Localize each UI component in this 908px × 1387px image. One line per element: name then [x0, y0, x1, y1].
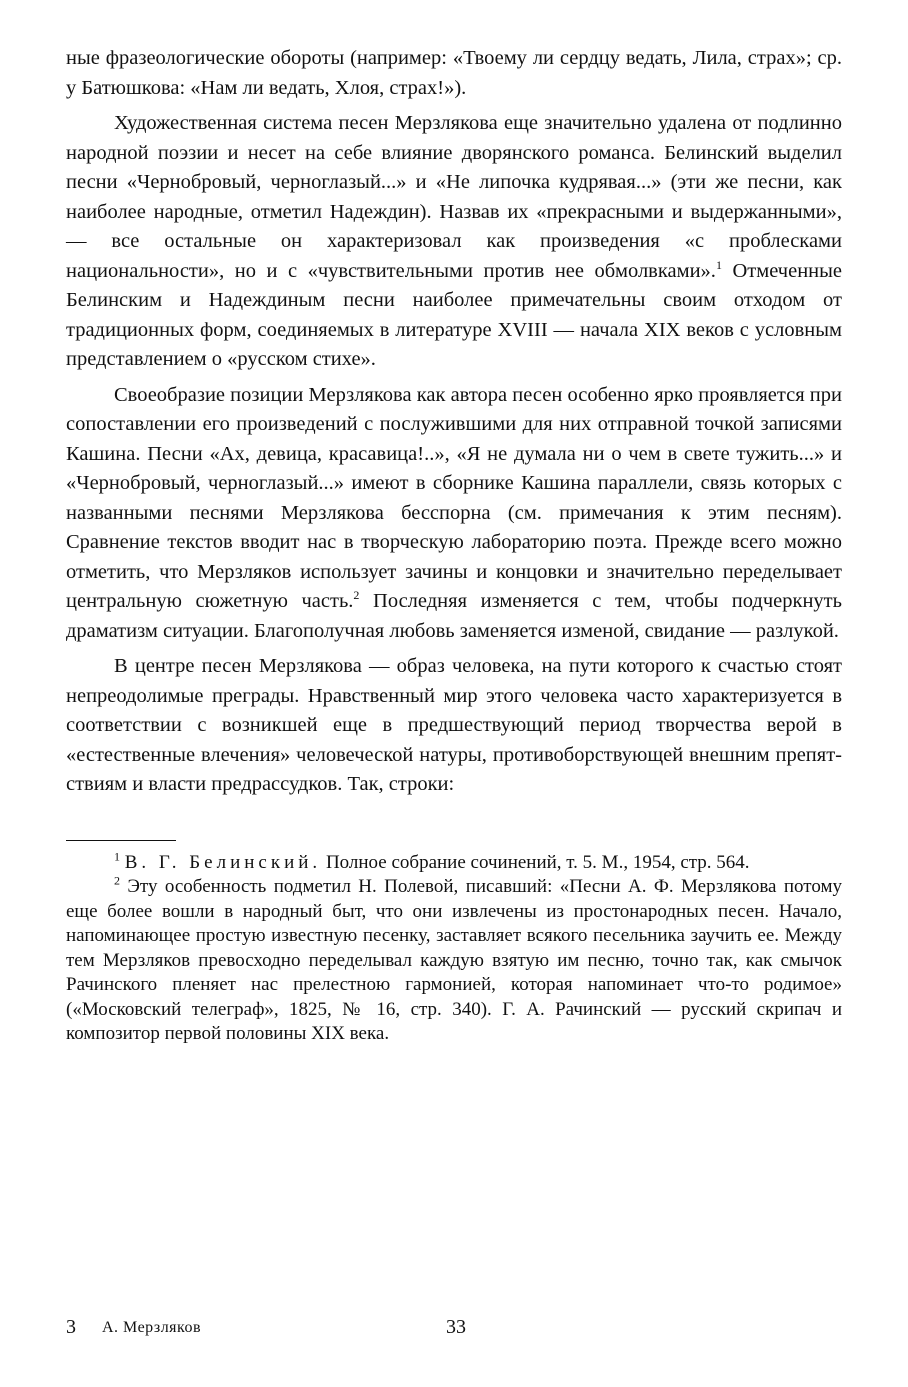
- paragraph-1-text: ные фразеологические обороты (например: «Твоему ли сердцу ведать, Лила, страх»; ср. у Батюшкова: «Нам ли ведать, Хлоя, страх!»).: [66, 47, 842, 99]
- footnote-divider: [66, 840, 176, 841]
- paragraph-3-text-a: Своеобразие позиции Мерзлякова как автора песен особенно ярко проявляется при сопоставлении его произведений с послужившими для них отправной точкой записями Кашина. Песни «Ах, девица, красавица!..», «Я не думала ни о чем в свете тужить...» и «Чернобровый, черноглазый...» имеют в сборнике Кашина параллели, связь которых с названными песнями Мерзлякова бесспорна (см. примечания к этим песням). Сравнение текстов вводит нас в творческую лабораторию поэта. Прежде всего можно отметить, что Мерзляков использует зачины и концовки и значительно переделывает центральную сюжетную часть.: [66, 383, 842, 612]
- footnote-ref-2[interactable]: 2: [353, 588, 360, 603]
- footnote-1: [66, 851, 842, 876]
- paragraph-4-text: В центре песен Мерзлякова — образ человека, на пути которого к счастью стоят непреодолимые преграды. Нравственный мир этого человека часто характеризуется в соответствии с возникшей еще в предшествующий период творчества верой в «естественные влечения» человеческой натуры, противоборствующей внешним препятствиям и власти предрассудков. Так, строки:: [66, 655, 842, 795]
- paragraph-2-text-b: Отмеченные Белинским и Надеждиным песни наиболее примечательны своим отходом от традиционных форм, соединяемых в литературе XVIII — начала XIX веков с условным представлением о «русском стихе».: [66, 259, 843, 370]
- paragraph-3: [66, 381, 842, 647]
- signature-name: А. Мерзляков: [102, 1319, 202, 1336]
- paragraph-4: [66, 652, 842, 800]
- page-footer: [66, 1316, 842, 1346]
- footnote-2-number: 2: [114, 873, 120, 888]
- footnote-1-number: 1: [114, 849, 120, 864]
- paragraph-3-text-b: Последняя изменяется с тем, чтобы подчеркнуть драматизм ситуации. Благополучная любовь заменяется изменой, свидание — разлукой.: [66, 590, 842, 642]
- page-content: [66, 44, 842, 1047]
- footnote-2-text: Эту особенность подметил Н. Полевой, писавший: «Песни А. Ф. Мерзлякова потому еще более вошли в народный быт, что они извлечены из простонародных песен. Начало, напоминающее простую известную песенку, заставляет всякого песельника заучить ее. Между тем Мерзляков превосходно переделывал каждую взятую им песню, точно так, как смычок Рачинского пленяет нас прелестною гармонией, которая напоминает что-то родимое» («Московский телеграф», 1825, № 16, стр. 340). Г. А. Рачинский — русский скрипач и композитор первой половины XIX века.: [66, 876, 842, 1044]
- paragraph-2: [66, 109, 842, 375]
- footnote-1-author: В. Г. Белинский.: [124, 851, 322, 873]
- footnote-2: [66, 875, 842, 1047]
- main-text: [66, 44, 842, 800]
- paragraph-1: [66, 44, 842, 103]
- footnote-1-text: Полное собрание сочинений, т. 5. М., 1954, стр. 564.: [321, 851, 750, 873]
- footnote-ref-1[interactable]: 1: [715, 257, 722, 272]
- page-number: 33: [446, 1316, 466, 1338]
- signature-number: 3: [66, 1316, 76, 1338]
- footnotes: [66, 851, 842, 1047]
- paragraph-2-text-a: Художественная система песен Мерзлякова еще значительно удалена от подлинно народной поэзии и несет на себе влияние дворянского романса. Белинский выделил песни «Чернобровый, черноглазый...» и «Не липочка кудрявая...» (эти же песни, как наиболее народные, отметил Надеждин). Назвав их «прекрасными и выдержанными», — все остальные он характеризовал как произведения «с проблесками национальности», но и с «чувствительными против нее обмолвками».: [66, 112, 842, 282]
